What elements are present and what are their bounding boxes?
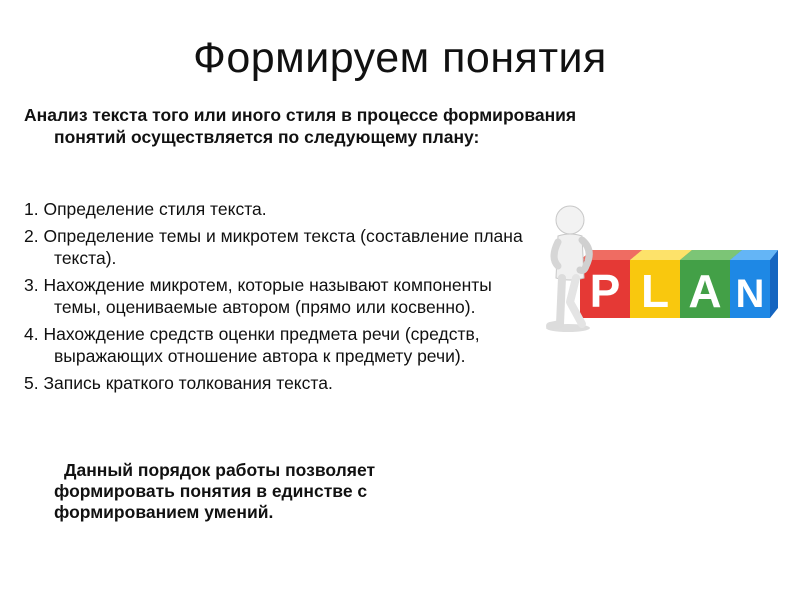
plan-step: 4. Нахождение средств оценки предмета речи (средств, выражающих отношение автора к предмету речи). — [24, 324, 480, 366]
plan-step: 5. Запись краткого толкования текста. — [24, 373, 333, 393]
plan-illustration — [540, 200, 780, 335]
block-letter: L — [640, 265, 670, 317]
block-letter: A — [688, 265, 722, 317]
block-letter: N — [735, 272, 765, 316]
block-letter: P — [589, 265, 621, 317]
figure-arm-left — [554, 242, 558, 266]
conclusion-text: Данный порядок работы позволяет формировать понятия в единстве с формированием умений. — [54, 460, 376, 522]
figure-leg-left — [550, 278, 562, 326]
block-side — [770, 250, 778, 318]
plan-blocks — [580, 250, 778, 318]
intro-text: Анализ текста того или иного стиля в процессе формирования понятий осуществляется по следующему плану: — [24, 105, 577, 147]
plan-step: 3. Нахождение микротем, которые называют компоненты темы, оцениваемые автором (прямо или косвенно). — [24, 275, 492, 317]
plan-step: 2. Определение темы и микротем текста (составление плана текста). — [24, 226, 523, 268]
plan-steps-list — [24, 198, 524, 399]
plan-step: 1. Определение стиля текста. — [24, 199, 267, 219]
plan-block-n — [730, 250, 778, 318]
figure-head — [556, 206, 584, 234]
slide-title: Формируем понятия — [193, 34, 607, 82]
